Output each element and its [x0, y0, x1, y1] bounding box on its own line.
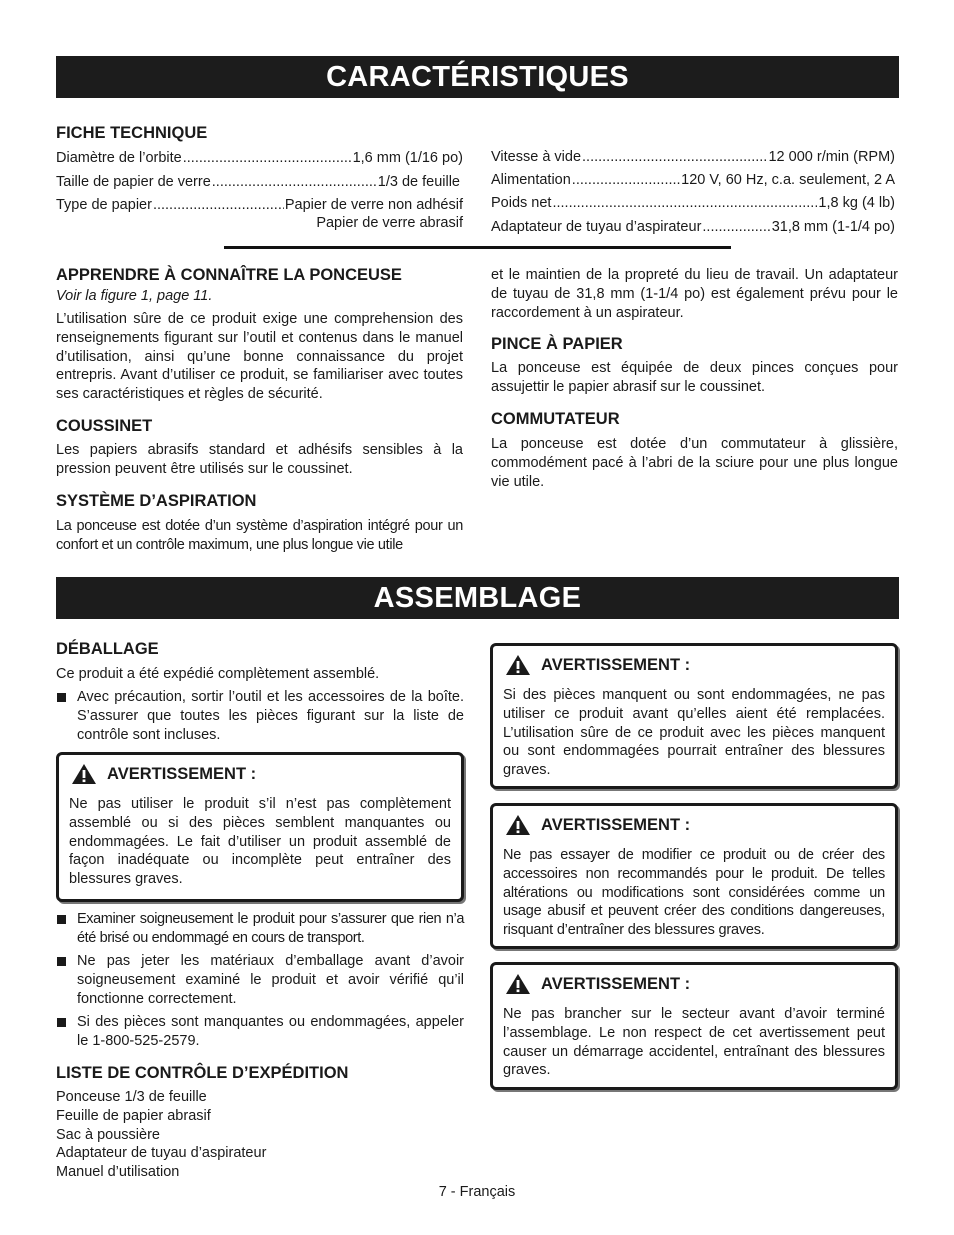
- pad-heading: COUSSINET: [56, 417, 153, 435]
- clamp-heading: PINCE À PAPIER: [491, 335, 623, 353]
- spec-label: Adaptateur de tuyau d’aspirateur: [491, 219, 702, 235]
- spec-label: Diamètre de l’orbite: [56, 150, 182, 166]
- spec-label: Vitesse à vide: [491, 149, 582, 165]
- spec-row: [56, 197, 463, 213]
- dust-text-continued: et le maintien de la propreté du lieu de travail. Un adaptateur de tuyau de 31,8 mm (1-1/4 po) est également prévu pour le raccordement à un aspirateur.: [491, 267, 898, 321]
- warning-triangle-icon: [505, 973, 531, 995]
- spec-value: 31,8 mm (1-1/4 po): [771, 219, 895, 235]
- spec-label: Poids net: [491, 195, 552, 211]
- warning-box: [490, 803, 898, 949]
- warning-box: [56, 752, 464, 902]
- spec-label: Alimentation: [491, 172, 571, 188]
- checklist-heading: LISTE DE CONTRÔLE D’EXPÉDITION: [56, 1064, 349, 1082]
- learn-figure-ref: Voir la figure 1, page 11.: [56, 288, 213, 304]
- list-item: Sac à poussière: [56, 1126, 160, 1143]
- warning-text: Ne pas brancher sur le secteur avant d’avoir terminé l’assemblage. Le non respect de cet avertissement peut causer un démarrage accidentel, entraînant des blessures graves.: [503, 1006, 885, 1079]
- learn-heading: APPRENDRE À CONNAÎTRE LA PONCEUSE: [56, 266, 402, 284]
- warning-label: AVERTISSEMENT :: [541, 974, 691, 993]
- warning-header: [505, 814, 885, 836]
- switch-text: La ponceuse est dotée d’un commutateur à glissière, commodément pacé à l’abri de la sciure pour une plus longue vie utile.: [491, 436, 898, 490]
- bullet-text: Examiner soigneusement le produit pour s’assurer que rien n’a été brisé ou endommagé en cours de transport.: [77, 911, 464, 946]
- spec-row: [491, 195, 895, 211]
- warning-header: [505, 973, 885, 995]
- spec-row: [491, 219, 895, 235]
- list-item: [56, 688, 464, 744]
- page-footer: 7 - Français: [438, 1184, 516, 1200]
- square-bullet-icon: [57, 1018, 66, 1027]
- warning-triangle-icon: [71, 763, 97, 785]
- warning-box: [490, 643, 898, 789]
- list-item: Manuel d’utilisation: [56, 1164, 180, 1181]
- spec-row-continuation: [56, 215, 463, 231]
- bullet-text: Ne pas jeter les matériaux d’emballage avant d’avoir soigneusement examiné le produit et avoir vérifié qu’il fonctionne correctement.: [77, 953, 464, 1007]
- unpack-intro: Ce produit a été expédié complètement assemblé.: [56, 666, 380, 682]
- spec-value: 120 V, 60 Hz, c.a. seulement, 2 A: [681, 172, 895, 188]
- spec-row: [491, 149, 895, 165]
- square-bullet-icon: [57, 957, 66, 966]
- warning-triangle-icon: [505, 814, 531, 836]
- square-bullet-icon: [57, 693, 66, 702]
- learn-text: L’utilisation sûre de ce produit exige une comprehension des renseignements figurant sur l’outil et contenus dans le manuel d’utilisation, ainsi qu’une bonne connaissance du projet entrepris. Avant d’utiliser ce produit, se familiariser avec toutes ses caractéristiques et règles de sécurité.: [56, 311, 463, 403]
- bullet-text: Avec précaution, sortir l’outil et les accessoires de la boîte. S’assurer que toutes les pièces figurant sur la liste de contrôle sont incluses.: [77, 689, 464, 743]
- spec-row: [491, 172, 895, 188]
- list-item: [56, 910, 464, 948]
- warning-label: AVERTISSEMENT :: [541, 655, 691, 674]
- divider-rule: [224, 246, 731, 249]
- warning-triangle-icon: [505, 654, 531, 676]
- section-title-caracteristiques: CARACTÉRISTIQUES: [56, 56, 899, 98]
- warning-label: AVERTISSEMENT :: [541, 815, 691, 834]
- spec-value: Papier de verre abrasif: [316, 215, 463, 231]
- square-bullet-icon: [57, 915, 66, 924]
- pad-text: Les papiers abrasifs standard et adhésifs sensibles à la pression peuvent être utilisés sur le coussinet.: [56, 442, 463, 477]
- spec-label: Taille de papier de verre: [56, 174, 211, 190]
- list-item: Adaptateur de tuyau d’aspirateur: [56, 1145, 267, 1162]
- warning-header: [71, 763, 451, 785]
- spec-label: Type de papier: [56, 197, 152, 213]
- spec-value: 12 000 r/min (RPM): [768, 149, 895, 165]
- spec-row: [56, 174, 460, 190]
- warning-label: AVERTISSEMENT :: [107, 764, 257, 783]
- warning-text: Si des pièces manquent ou sont endommagées, ne pas utiliser ce produit avant qu’elles aient été remplacées. L’utilisation sûre de ce produit avec les pièces manquent ou sont endommagées pourrait entraîner des blessures graves.: [503, 687, 885, 779]
- list-item: [56, 1013, 464, 1051]
- spec-row: [56, 150, 463, 166]
- dust-text: La ponceuse est dotée d’un système d’aspiration intégré pour un confort et un contrôle maximum, une plus longue vie utile: [56, 518, 463, 553]
- spec-value: 1,8 kg (4 lb): [818, 195, 895, 211]
- warning-header: [505, 654, 885, 676]
- spec-value: 1,6 mm (1/16 po): [352, 150, 463, 166]
- spec-value: 1/3 de feuille: [377, 174, 460, 190]
- warning-text: Ne pas essayer de modifier ce produit ou de créer des accessoires non recommandés pour le produit. De telles altérations ou modifications sont considérées comme un usage abusif et peuvent créer des conditions dangereuses, risquant d’entraîner des blessures graves.: [503, 847, 885, 939]
- specs-heading: FICHE TECHNIQUE: [56, 124, 208, 142]
- list-item: Ponceuse 1/3 de feuille: [56, 1089, 207, 1105]
- bullet-text: Si des pièces sont manquantes ou endommagées, appeler le 1-800-525-2579.: [77, 1014, 464, 1049]
- dust-heading: SYSTÈME D’ASPIRATION: [56, 492, 257, 510]
- switch-heading: COMMUTATEUR: [491, 410, 620, 428]
- checklist: [56, 1088, 266, 1182]
- warning-box: [490, 962, 898, 1090]
- spec-value: Papier de verre non adhésif: [284, 197, 463, 213]
- warning-text: Ne pas utiliser le produit s’il n’est pas complètement assemblé ou si des pièces semblent manquantes ou endommagées. Le fait d’utiliser un produit assemblé de façon inadéquate ou incomplète peut entraîner des blessures graves.: [69, 796, 451, 888]
- unpack-heading: DÉBALLAGE: [56, 640, 159, 658]
- list-item: [56, 952, 464, 1008]
- section-title-assemblage: ASSEMBLAGE: [56, 577, 899, 619]
- list-item: Feuille de papier abrasif: [56, 1107, 211, 1124]
- clamp-text: La ponceuse est équipée de deux pinces conçues pour assujettir le papier abrasif sur le coussinet.: [491, 360, 898, 395]
